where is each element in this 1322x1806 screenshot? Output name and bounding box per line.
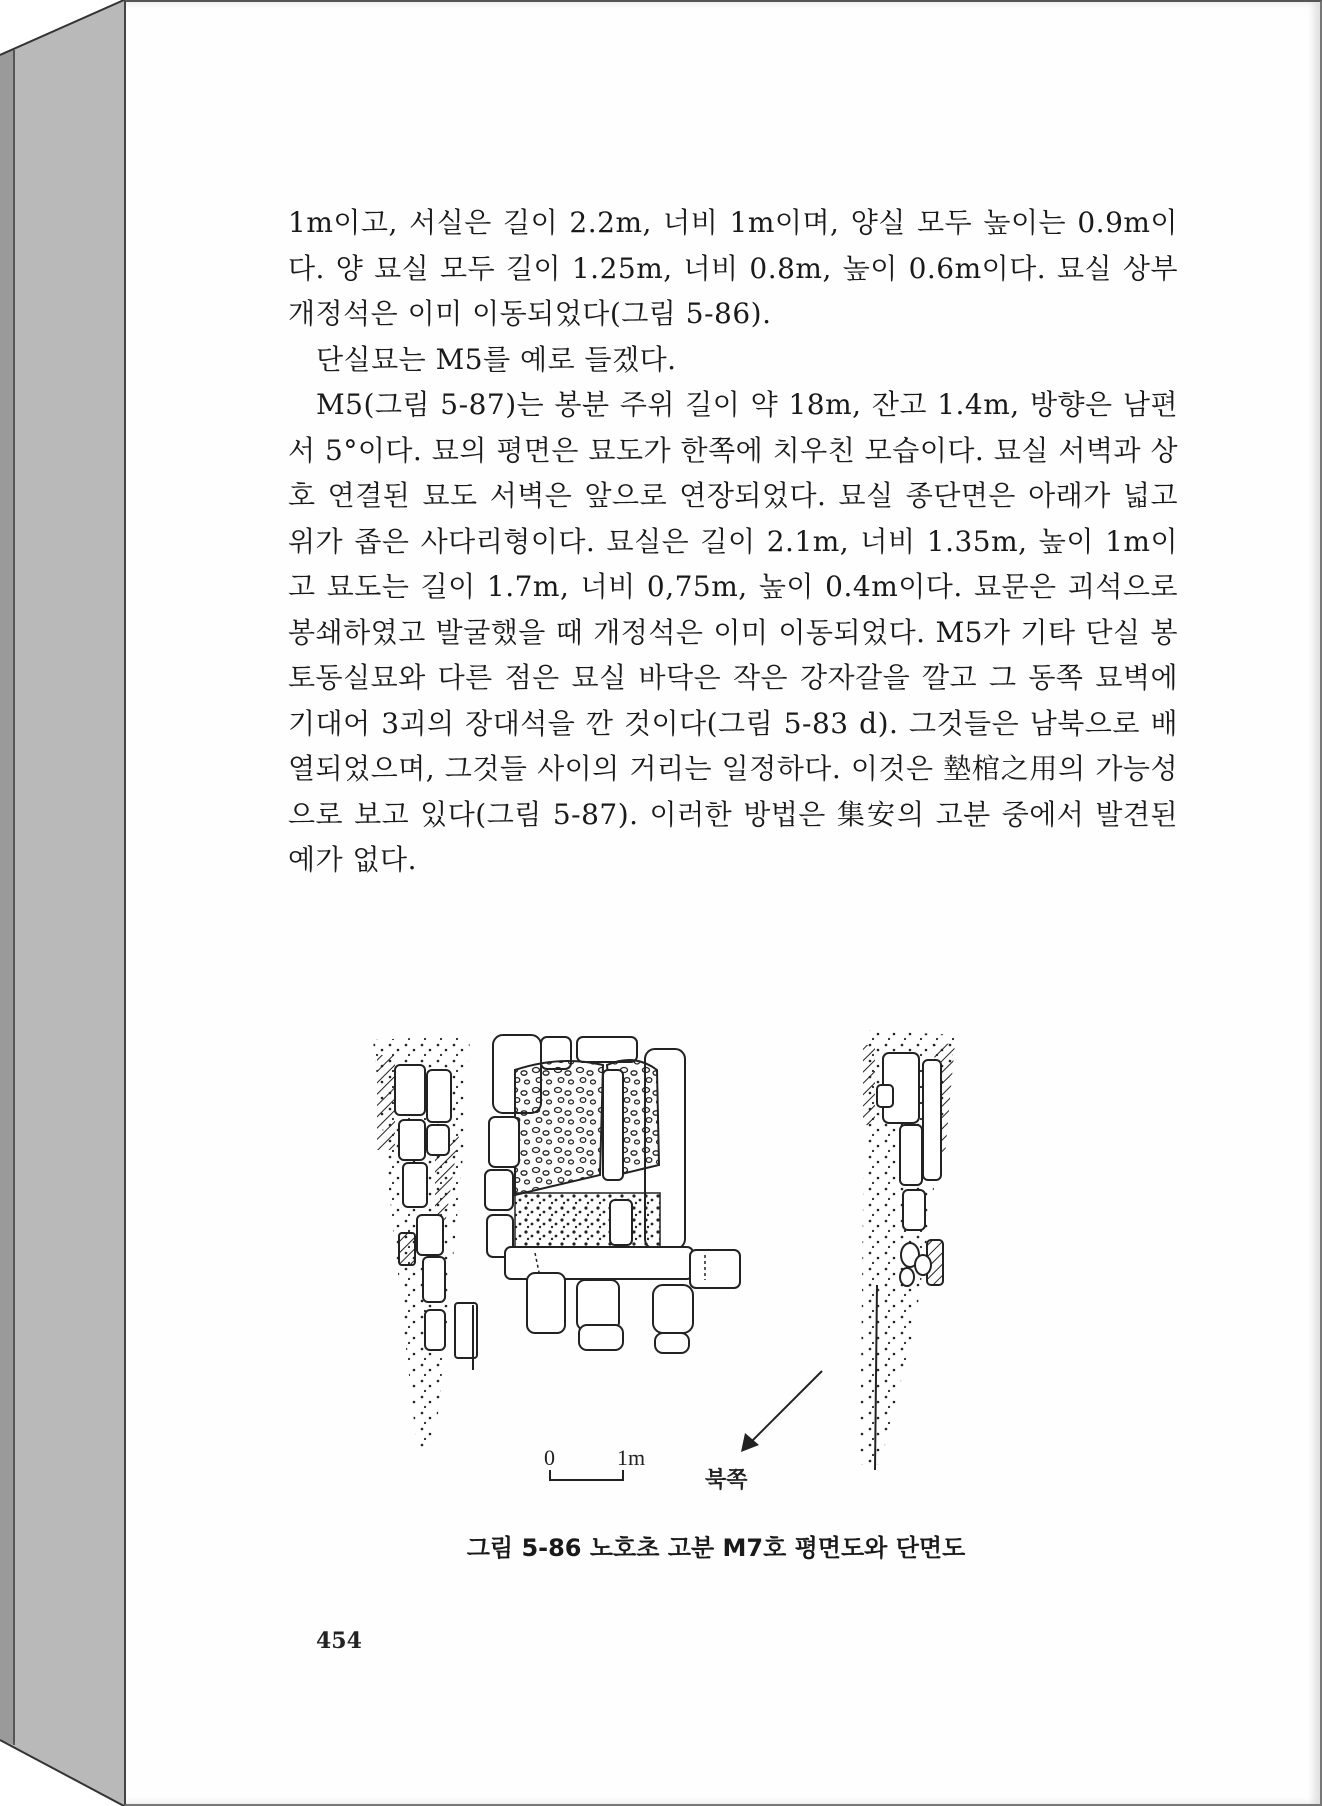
paragraph-1: 1m이고, 서실은 길이 2.2m, 너비 1m이며, 양실 모두 높이는 0.9m이다. 양 묘실 모두 길이 1.25m, 너비 0.8m, 높이 0.6m이다. 묘실 상부 개정석은 이미 이동되었다(그림 5-86). (288, 206, 1178, 330)
paragraph-2: 단실묘는 M5를 예로 들겠다. (316, 342, 677, 376)
north-label: 북쪽 (705, 1468, 748, 1493)
figure-caption: 그림 5-86 노호초 고분 M7호 평면도와 단면도 (466, 1534, 966, 1562)
scale-zero-label: 0 (544, 1445, 555, 1470)
north-arrow (705, 1371, 822, 1493)
left-section-view (373, 1035, 470, 1450)
scale-one-label: 1m (617, 1445, 646, 1470)
scale-bar (544, 1445, 645, 1480)
tomb-plan-section-drawing (355, 1025, 975, 1515)
paragraph-3: M5(그림 5-87)는 봉분 주위 길이 약 18m, 잔고 1.4m, 방향은 남편서 5°이다. 묘의 평면은 묘도가 한쪽에 치우친 모습이다. 묘실 서벽과 상호 연결된 묘도 서벽은 앞으로 연장되었다. 묘실 종단면은 아래가 넓고 위가 좁은 사다리형이다. 묘실은 길이 2.1m, 너비 1.35m, 높이 1m이고 묘도는 길이 1.7m, 너비 0,75m, 높이 0.4m이다. 묘문은 괴석으로 봉쇄하였고 발굴했을 때 개정석은 이미 이동되었다. M5가 기타 단실 봉토동실묘와 다른 점은 묘실 바닥은 작은 강자갈을 깔고 그 동쪽 묘벽에 기대어 3괴의 장대석을 깐 것이다(그림 5-83 d). 그것들은 남북으로 배열되었으며, 그것들 사이의 거리는 일정하다. 이것은 墊棺之用의 가능성으로 보고 있다(그림 5-87). 이러한 방법은 集安의 고분 중에서 발견된 예가 없다. (288, 388, 1178, 876)
right-section-view (860, 1030, 955, 1470)
page-number: 454 (316, 1628, 362, 1654)
tomb-plan-view (455, 1035, 740, 1370)
body-text (288, 200, 1178, 883)
